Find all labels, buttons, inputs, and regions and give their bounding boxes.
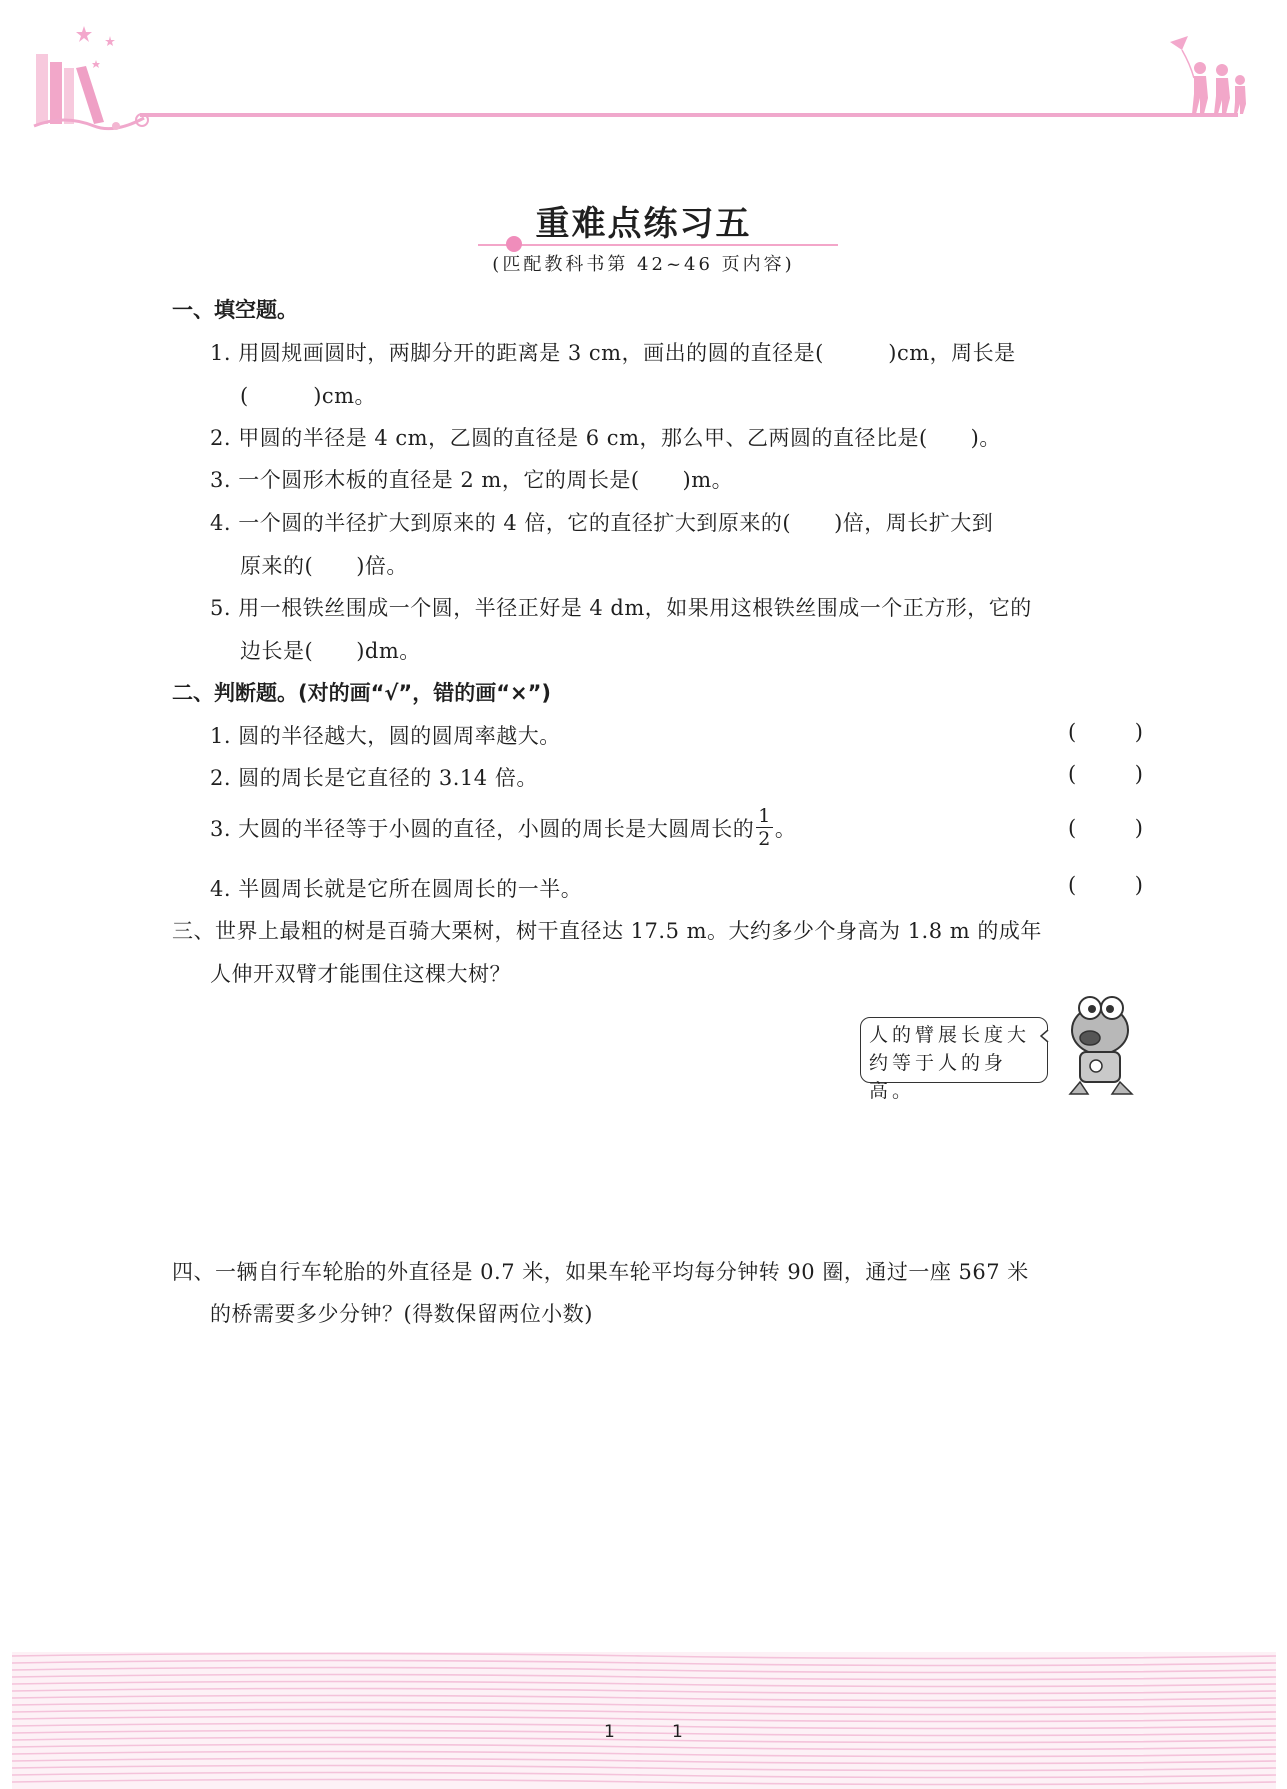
q1-1-line2: ( )cm。: [240, 384, 377, 408]
footer-stripes: [12, 1652, 1276, 1789]
page-subtitle: (匹配教科书第 42~46 页内容): [492, 254, 795, 275]
section-3-line2: 人伸开双臂才能围住这棵大树？: [210, 962, 511, 986]
q2-1-answer: ( ): [1068, 720, 1143, 744]
q1-5-line1: 5. 用一根铁丝围成一个圆，半径正好是 4 dm，如果用这根铁丝围成一个正方形，它的: [210, 596, 1032, 620]
section-2-heading: 二、判断题。(对的画“√”，错的画“×”): [172, 681, 552, 705]
q1-4-line2: 原来的( )倍。: [240, 554, 408, 578]
book-stack-decoration: [24, 18, 154, 133]
fraction-one-half: $\frac{1}{2}$: [758, 805, 771, 850]
q2-3: 3. 大圆的半径等于小圆的直径，小圆的周长是大圆周长的 $\frac{1}{2}$ 。: [210, 805, 797, 850]
bubble-line1: 人的臂展长度大: [869, 1024, 1031, 1046]
q2-1: 1. 圆的半径越大，圆的圆周率越大。: [210, 724, 561, 748]
section-4-line2: 的桥需要多少分钟？(得数保留两位小数): [210, 1302, 593, 1326]
q2-2-answer: ( ): [1068, 762, 1143, 786]
title-rule: [478, 244, 838, 246]
section-1-heading: 一、填空题。: [172, 298, 298, 322]
children-kite-decoration: [1160, 34, 1250, 118]
q2-2: 2. 圆的周长是它直径的 3.14 倍。: [210, 766, 538, 790]
q2-4-answer: ( ): [1068, 873, 1143, 897]
speech-bubble: [860, 1017, 1048, 1102]
q2-3-text: 3. 大圆的半径等于小圆的直径，小圆的周长是大圆周长的: [210, 816, 755, 841]
q1-3: 3. 一个圆形木板的直径是 2 m，它的周长是( )m。: [210, 468, 734, 492]
page-number-right: 1: [672, 1722, 683, 1742]
frog-mascot-icon: [1040, 990, 1148, 1102]
q1-1-line1: 1. 用圆规画圆时，两脚分开的距离是 3 cm，画出的圆的直径是( )cm，周长是: [210, 341, 1016, 365]
header-rule: [140, 113, 1238, 117]
q1-2: 2. 甲圆的半径是 4 cm，乙圆的直径是 6 cm，那么甲、乙两圆的直径比是( )。: [210, 426, 1001, 450]
page-number-left: 1: [604, 1722, 615, 1742]
q2-3-answer: ( ): [1068, 816, 1143, 840]
bubble-line2: 约等于人的身高。: [869, 1052, 1008, 1102]
q2-4: 4. 半圆周长就是它所在圆周长的一半。: [210, 877, 583, 901]
page-title: 重难点练习五: [535, 204, 752, 244]
section-3-line1: 三、世界上最粗的树是百骑大栗树，树干直径达 17.5 m。大约多少个身高为 1.8 m 的成年: [172, 919, 1042, 943]
section-4-line1: 四、一辆自行车轮胎的外直径是 0.7 米，如果车轮平均每分钟转 90 圈，通过一座 567 米: [172, 1260, 1029, 1284]
q1-4-line1: 4. 一个圆的半径扩大到原来的 4 倍，它的直径扩大到原来的( )倍，周长扩大到: [210, 511, 994, 535]
q1-5-line2: 边长是( )dm。: [240, 639, 421, 663]
